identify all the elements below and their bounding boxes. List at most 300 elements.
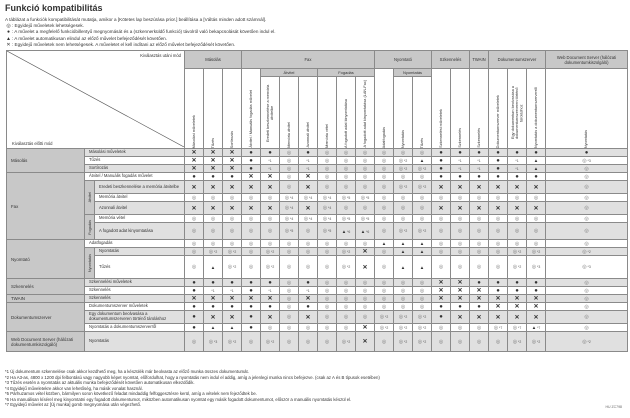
compat-cell [470, 215, 489, 223]
cross-icon: ✕ [191, 166, 197, 172]
concurrent-icon: ◎ [343, 184, 349, 190]
cross-icon: ✕ [362, 339, 368, 345]
compat-cell [413, 202, 432, 215]
compat-cell [261, 202, 280, 215]
compat-cell [299, 295, 318, 303]
bullet-icon: ● [496, 157, 500, 164]
legend-triangle: ▲: A művelet automatikusan elindul az előző művelet befejeződését követően. [6, 35, 168, 42]
compat-cell [185, 248, 204, 256]
compat-cell [280, 181, 299, 194]
compat-cell [261, 332, 280, 352]
compat-cell [299, 256, 318, 279]
compat-cell [261, 157, 280, 165]
compat-cell [546, 149, 628, 157]
concurrent-icon: ◎ [512, 248, 518, 255]
cross-icon: ✕ [229, 150, 235, 156]
compat-cell [413, 324, 432, 332]
corner-before-label: Kiválasztás előtti mód [12, 141, 53, 146]
compat-cell [489, 303, 508, 311]
footnote-ref: *2 [403, 339, 408, 344]
table-row [7, 215, 628, 223]
bullet-icon: ● [192, 287, 196, 294]
compat-cell [337, 324, 356, 332]
concurrent-icon: ◎ [362, 314, 368, 320]
compat-cell [451, 240, 470, 248]
footnote-ref: *2 [422, 166, 427, 171]
bullet-icon: ● [515, 287, 519, 294]
concurrent-icon: ◎ [286, 157, 292, 164]
concurrent-icon: ◎ [305, 338, 311, 345]
compat-cell [508, 181, 527, 194]
concurrent-icon: ◎ [400, 295, 406, 302]
cross-icon: ✕ [248, 296, 254, 302]
compat-cell [527, 215, 546, 223]
concurrent-icon: ◎ [267, 194, 273, 201]
compat-cell [432, 240, 451, 248]
concurrent-icon: ◎ [476, 215, 482, 222]
concurrent-icon: ◎ [438, 324, 444, 331]
compat-cell [508, 240, 527, 248]
footnote-ref: *4 [289, 206, 294, 210]
compat-cell [261, 324, 280, 332]
bullet-icon: ● [306, 279, 310, 286]
compat-cell [318, 332, 337, 352]
compat-cell [280, 295, 299, 303]
cross-icon: ✕ [267, 296, 273, 302]
footnote-ref: *2 [270, 265, 275, 269]
compat-cell [299, 311, 318, 324]
concurrent-icon: ◎ [229, 194, 235, 201]
compat-cell [451, 215, 470, 223]
cross-icon: ✕ [438, 205, 444, 212]
col-header: Memória átvitel [280, 77, 299, 149]
concurrent-icon: ◎ [360, 215, 366, 222]
cross-icon: ✕ [362, 325, 368, 331]
compat-cell [527, 165, 546, 173]
concurrent-icon: ◎ [419, 303, 425, 310]
legend-cross: ✕: Egyidejű műveletek nem lehetségesek. A műveletet el kell indítani az előző művelet befejeződését követően. [6, 41, 236, 48]
compat-cell [489, 240, 508, 248]
compat-cell [470, 194, 489, 202]
cross-icon: ✕ [457, 184, 463, 191]
concurrent-icon: ◎ [362, 279, 368, 286]
footnote-ref: *1 [477, 167, 481, 171]
triangle-icon: ▲ [419, 158, 425, 163]
compat-cell [356, 324, 375, 332]
compat-cell [204, 279, 223, 287]
footnote-ref: *1 [306, 289, 310, 293]
concurrent-icon: ◎ [476, 248, 482, 255]
concurrent-icon: ◎ [248, 240, 254, 247]
footnote-ref: *2 [517, 249, 522, 254]
compat-cell [451, 194, 470, 202]
compat-cell [223, 194, 242, 202]
concurrent-icon: ◎ [324, 324, 330, 331]
concurrent-icon: ◎ [284, 228, 290, 234]
col-header: A fogadott adat kinyomtatása (LAN-Fax) [356, 77, 375, 149]
compat-cell [261, 279, 280, 287]
concurrent-icon: ◎ [398, 338, 404, 345]
concurrent-icon: ◎ [582, 248, 587, 255]
compat-cell [356, 279, 375, 287]
compat-cell [204, 311, 223, 324]
compat-cell [280, 332, 299, 352]
cross-icon: ✕ [438, 288, 444, 294]
col-header: Dokumentumszerver műveletek [489, 69, 508, 149]
concurrent-icon: ◎ [343, 205, 349, 211]
cross-icon: ✕ [533, 314, 539, 321]
table-row [7, 287, 628, 295]
compat-cell [185, 256, 204, 279]
footnote-3: *3 Tűzés esetén a nyomtatás az aktuális munka befejeződését követően automatikusan elkezdődik. [5, 380, 195, 385]
concurrent-icon: ◎ [584, 324, 589, 331]
compat-cell [204, 215, 223, 223]
compat-cell [299, 279, 318, 287]
bullet-icon: ● [230, 173, 234, 180]
concurrent-icon: ◎ [286, 314, 292, 320]
concurrent-icon: ◎ [360, 194, 366, 201]
compat-cell [489, 173, 508, 181]
footnote-ref: *1 [515, 159, 519, 163]
compat-cell [508, 202, 527, 215]
cross-icon: ✕ [514, 184, 520, 191]
compat-cell [527, 303, 546, 311]
concurrent-icon: ◎ [584, 205, 589, 211]
compat-cell [185, 202, 204, 215]
concurrent-icon: ◎ [286, 287, 292, 294]
compat-cell [546, 202, 628, 215]
compat-cell [470, 173, 489, 181]
concurrent-icon: ◎ [514, 194, 520, 201]
compat-cell [375, 165, 394, 173]
footnote-ref: *4 [308, 216, 313, 221]
concurrent-icon: ◎ [533, 194, 539, 201]
compat-cell [337, 311, 356, 324]
triangle-icon: ▲ [419, 249, 425, 254]
footnote-ref: *2 [517, 265, 522, 269]
row-label: Nyomtatás [95, 248, 185, 256]
concurrent-icon: ◎ [419, 149, 425, 156]
row-label: Szkennelés [85, 295, 185, 303]
compat-cell [546, 223, 628, 240]
compat-cell [394, 248, 413, 256]
compat-cell [242, 202, 261, 215]
bullet-icon: ● [249, 303, 253, 310]
compat-cell [546, 332, 628, 352]
compat-cell [356, 181, 375, 194]
triangle-icon: ▲ [533, 158, 539, 163]
bullet-icon: ● [496, 287, 500, 294]
compat-cell [394, 240, 413, 248]
concurrent-icon: ◎ [512, 324, 518, 331]
compat-cell [527, 240, 546, 248]
bullet-icon: ● [268, 279, 272, 286]
footnote-ref: *3 [586, 265, 591, 269]
compat-cell [432, 303, 451, 311]
compat-cell [280, 173, 299, 181]
footnote-ref: *2 [403, 185, 408, 189]
concurrent-icon: ◎ [343, 287, 349, 294]
compat-cell [375, 202, 394, 215]
bullet-icon: ● [439, 149, 443, 156]
compat-cell [375, 311, 394, 324]
group-header-dokszerver: Dokumentumszerver [489, 51, 546, 69]
compat-cell [242, 287, 261, 295]
compat-cell [375, 324, 394, 332]
footnote-ref: *3 [586, 158, 591, 163]
concurrent-icon: ◎ [267, 324, 273, 331]
compat-cell [337, 223, 356, 240]
concurrent-icon: ◎ [381, 205, 387, 211]
concurrent-icon: ◎ [286, 248, 292, 255]
footnote-ref: *4 [327, 206, 332, 210]
footnote-ref: *2 [232, 265, 237, 269]
row-label: Sortírozás [85, 165, 185, 173]
compat-cell [318, 215, 337, 223]
concurrent-icon: ◎ [495, 338, 501, 345]
concurrent-icon: ◎ [284, 194, 290, 201]
compat-cell [185, 181, 204, 194]
subgroup-header-nyomtatas: Nyomtatás [394, 69, 432, 77]
concurrent-icon: ◎ [303, 194, 309, 201]
table-row [7, 324, 628, 332]
compat-cell [185, 173, 204, 181]
concurrent-icon: ◎ [419, 279, 425, 286]
compat-cell [432, 149, 451, 157]
compat-cell [337, 149, 356, 157]
cross-icon: ✕ [229, 205, 235, 212]
compat-cell [337, 181, 356, 194]
cross-icon: ✕ [457, 280, 463, 286]
compat-cell [432, 173, 451, 181]
compat-cell [299, 240, 318, 248]
concurrent-icon: ◎ [286, 338, 292, 345]
compat-cell [185, 295, 204, 303]
footnote-ref: *3 [213, 339, 218, 344]
compat-cell [242, 181, 261, 194]
compat-cell [280, 324, 299, 332]
compat-cell [261, 240, 280, 248]
compat-cell [546, 295, 628, 303]
table-row [7, 223, 628, 240]
concurrent-icon: ◎ [476, 338, 482, 345]
row-label: Nyomtatás a dokumentumszerverről [85, 324, 185, 332]
concurrent-icon: ◎ [305, 264, 311, 270]
bullet-icon: ● [249, 324, 253, 331]
concurrent-icon: ◎ [495, 240, 501, 247]
compat-cell [356, 215, 375, 223]
compat-cell [413, 279, 432, 287]
concurrent-icon: ◎ [582, 338, 587, 345]
group-header-fax: Fax [242, 51, 375, 69]
compat-cell [508, 223, 527, 240]
compat-cell [451, 173, 470, 181]
footnote-ref: *1 [268, 167, 272, 171]
compat-cell [204, 303, 223, 311]
compat-cell [470, 223, 489, 240]
compat-cell [337, 248, 356, 256]
row-subgroup-fax_atvitel: Átvitel [85, 181, 95, 215]
compat-cell [413, 157, 432, 165]
compat-cell [185, 332, 204, 352]
concurrent-icon: ◎ [584, 215, 589, 222]
concurrent-icon: ◎ [584, 314, 589, 320]
concurrent-icon: ◎ [400, 194, 406, 201]
compat-cell [185, 303, 204, 311]
compat-cell [318, 256, 337, 279]
compat-cell [375, 279, 394, 287]
col-header: Sortírozás [223, 69, 242, 149]
compat-cell [489, 149, 508, 157]
compat-cell [261, 149, 280, 157]
compat-cell [223, 324, 242, 332]
concurrent-icon: ◎ [343, 314, 349, 320]
cross-icon: ✕ [210, 166, 216, 172]
group-header-masolas: Másolás [185, 51, 242, 69]
compat-cell [394, 215, 413, 223]
compat-cell [489, 223, 508, 240]
compat-cell [299, 223, 318, 240]
concurrent-icon: ◎ [362, 165, 368, 172]
concurrent-icon: ◎ [343, 295, 349, 302]
concurrent-icon: ◎ [381, 184, 387, 190]
cross-icon: ✕ [438, 296, 444, 302]
concurrent-icon: ◎ [417, 314, 423, 320]
compat-cell [508, 248, 527, 256]
footnote-ref: *1 [477, 159, 481, 163]
concurrent-icon: ◎ [362, 295, 368, 302]
bullet-icon: ● [192, 173, 196, 180]
bullet-icon: ● [192, 314, 196, 320]
bullet-icon: ● [477, 149, 481, 156]
footnote-ref: *5 [289, 229, 294, 233]
footnote-ref: *2 [586, 339, 591, 344]
cross-icon: ✕ [476, 288, 482, 294]
compat-cell [356, 295, 375, 303]
concurrent-icon: ◎ [582, 157, 587, 164]
compat-cell [413, 223, 432, 240]
col-header: Memória vétel [318, 77, 337, 149]
compat-cell [375, 181, 394, 194]
compat-cell [299, 324, 318, 332]
footnote-ref: *2 [422, 229, 427, 233]
legend-concurrent: ◎: Egyidejű műveletek lehetségesek. [6, 23, 85, 30]
concurrent-icon: ◎ [584, 295, 589, 302]
row-label: Eredeti beszkennelése a memória átvitelbe [95, 181, 185, 194]
concurrent-icon: ◎ [343, 157, 349, 164]
compat-cell [451, 157, 470, 165]
compat-cell [318, 324, 337, 332]
concurrent-icon: ◎ [419, 205, 425, 211]
footnote-ref: *2 [403, 229, 408, 233]
concurrent-icon: ◎ [303, 215, 309, 222]
compat-cell [413, 332, 432, 352]
compat-cell [280, 215, 299, 223]
compat-cell [242, 248, 261, 256]
concurrent-icon: ◎ [381, 303, 387, 310]
compat-cell [394, 295, 413, 303]
footnote-ref: *2 [232, 249, 237, 254]
concurrent-icon: ◎ [398, 165, 404, 172]
compat-cell [242, 256, 261, 279]
compat-cell [432, 223, 451, 240]
compat-cell [489, 157, 508, 165]
compat-cell [451, 311, 470, 324]
concurrent-icon: ◎ [324, 173, 330, 180]
compat-cell [337, 194, 356, 202]
compat-cell [204, 248, 223, 256]
footnote-ref: *2 [536, 339, 541, 344]
compat-cell [280, 279, 299, 287]
concurrent-icon: ◎ [398, 314, 404, 320]
col-header: Nyomtatás [394, 77, 413, 149]
compat-cell [413, 149, 432, 157]
concurrent-icon: ◎ [457, 338, 463, 345]
concurrent-icon: ◎ [362, 157, 368, 164]
compat-cell [261, 295, 280, 303]
bullet-icon: ● [458, 173, 462, 180]
concurrent-icon: ◎ [457, 228, 463, 234]
row-label: Szkennelési műveletek [85, 279, 185, 287]
footnote-ref: *4 [289, 195, 294, 200]
concurrent-icon: ◎ [191, 215, 197, 222]
compat-cell [318, 279, 337, 287]
concurrent-icon: ◎ [400, 287, 406, 294]
concurrent-icon: ◎ [248, 248, 254, 255]
compat-cell [223, 181, 242, 194]
compat-cell [299, 194, 318, 202]
row-label: Nyomtatás [85, 332, 185, 352]
row-label: Memória átvitel [95, 194, 185, 202]
concurrent-icon: ◎ [584, 240, 589, 247]
compat-cell [375, 173, 394, 181]
compat-cell [280, 303, 299, 311]
compat-cell [527, 324, 546, 332]
col-header: Tűzés [204, 69, 223, 149]
compat-cell [375, 248, 394, 256]
table-row [7, 311, 628, 324]
compat-cell [527, 223, 546, 240]
footnote-ref: *1 [268, 159, 272, 163]
cross-icon: ✕ [248, 184, 254, 191]
footnote-ref: *5 [346, 195, 351, 200]
concurrent-icon: ◎ [265, 338, 271, 345]
compat-cell [413, 311, 432, 324]
compat-cell [242, 332, 261, 352]
cross-icon: ✕ [533, 205, 539, 212]
bullet-icon: ● [249, 279, 253, 286]
compat-cell [394, 173, 413, 181]
compat-cell [451, 256, 470, 279]
compat-cell [280, 202, 299, 215]
cross-icon: ✕ [495, 205, 501, 212]
concurrent-icon: ◎ [362, 303, 368, 310]
compat-cell [299, 173, 318, 181]
concurrent-icon: ◎ [208, 248, 214, 255]
compat-cell [280, 256, 299, 279]
footnote-ref: *2 [270, 249, 275, 254]
compat-cell [546, 256, 628, 279]
compat-cell [356, 248, 375, 256]
table-row [7, 303, 628, 311]
bullet-icon: ● [268, 303, 272, 310]
concurrent-icon: ◎ [322, 194, 328, 201]
row-label: Szkennelés [85, 287, 185, 295]
footnote-ref: *2 [403, 325, 408, 330]
concurrent-icon: ◎ [191, 194, 197, 201]
concurrent-icon: ◎ [208, 338, 214, 345]
cross-icon: ✕ [210, 296, 216, 302]
